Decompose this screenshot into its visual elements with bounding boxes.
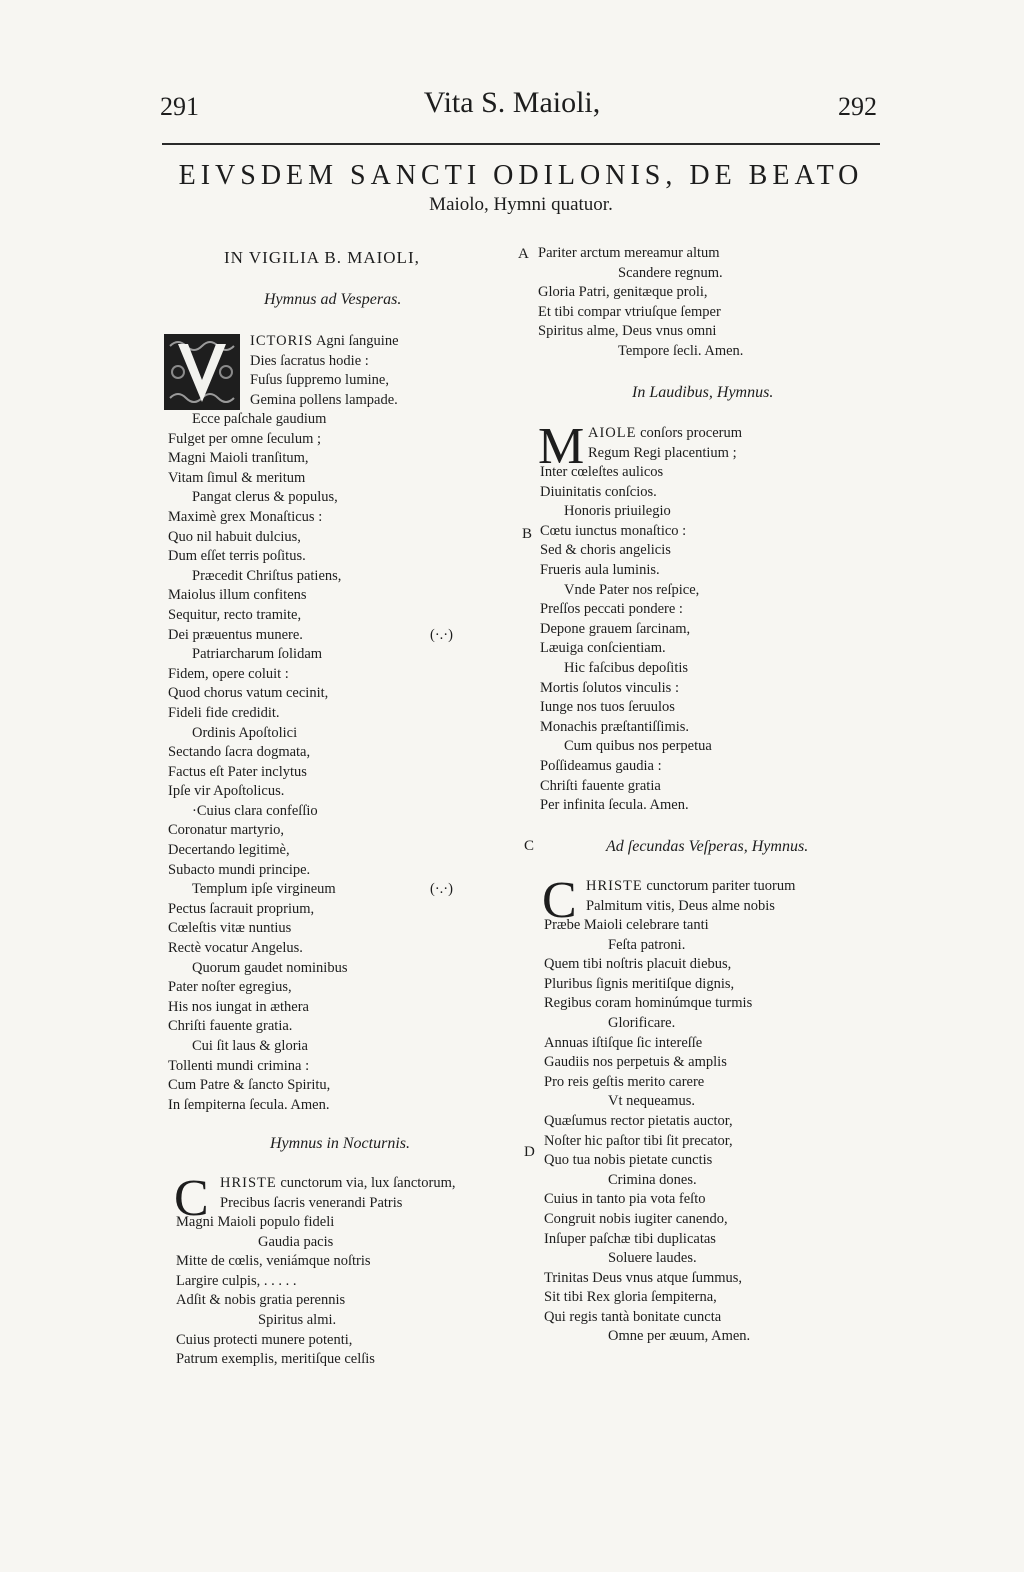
hymn2-first-word: HRISTE: [220, 1175, 277, 1191]
hymn3-line: Regum Regi placentium ;: [588, 444, 737, 461]
hymn1-title: Hymnus ad Vesperas.: [264, 291, 402, 308]
hymn1-line: Agni ſanguine: [313, 333, 399, 349]
hymn4-line: Crimina dones.: [608, 1171, 697, 1188]
hymn1-line: Fuſus ſuppremo lumine,: [250, 372, 389, 389]
margin-letter-c: C: [524, 838, 535, 854]
hymn3-line: Chriſti fauente gratia: [540, 777, 661, 794]
margin-letter-a: A: [518, 246, 529, 262]
hymn1-line: Patriarcharum ſolidam: [192, 646, 323, 663]
running-title: Vita S. Maioli,: [423, 86, 601, 119]
hymn1-line: Pectus ſacrauit proprium,: [168, 900, 315, 917]
hymn3-line: Diuinitatis conſcios.: [540, 483, 657, 500]
hymn1-line: Cœleſtis vitæ nuntius: [168, 920, 292, 937]
hymn1-line: Dum eſſet terris poſitus.: [168, 548, 306, 565]
hymn4-line: Præbe Maioli celebrare tanti: [544, 917, 709, 933]
hymn3-line: Cum quibus nos perpetua: [564, 738, 712, 755]
hymn4-line: Pluribus ſignis meritiſque dignis,: [544, 975, 735, 992]
hymn4-line: Qui regis tantà bonitate cuncta: [544, 1308, 722, 1325]
hymn1-line: Præcedit Chriſtus patiens,: [192, 567, 342, 584]
hymn1-line: Rectè vocatur Angelus.: [168, 940, 303, 957]
hymn4-line: Palmitum vitis, Deus alme nobis: [586, 897, 775, 914]
margin-letter-d: D: [524, 1144, 535, 1160]
hymn2-initial-block: [220, 1174, 456, 1213]
hymn1-line: Quo nil habuit dulcius,: [168, 528, 301, 545]
hymn3-line: Monachis præſtantiſſimis.: [540, 718, 690, 735]
hymn1-line: Sectando ſacra dogmata,: [168, 744, 311, 761]
hymn4-line: Gaudiis nos perpetuis & amplis: [544, 1054, 727, 1071]
hymn3-line: Læuiga conſcientiam.: [540, 640, 666, 657]
hymn2-cont-line: Gloria Patri, genitæque proli,: [538, 284, 708, 301]
hymn4-initial: C: [542, 872, 577, 929]
hymn1-line: Cui ſit laus & gloria: [192, 1038, 308, 1054]
hymn3-line: Preſſos peccati pondere :: [540, 601, 683, 618]
left-page-number: 291: [160, 92, 199, 121]
hymn1-line: Ecce paſchale gaudium: [192, 411, 327, 427]
hymn1-line: Quorum gaudet nominibus: [192, 959, 348, 976]
hymn2-cont-line: Spiritus alme, Deus vnus omni: [538, 323, 717, 340]
hymn2-initial: C: [174, 1170, 209, 1227]
hymn1-line: Pater noſter egregius,: [168, 979, 292, 996]
hymn3-line: conſors procerum: [636, 425, 742, 441]
header-rule: [162, 143, 880, 145]
hymn1-line: Dies ſacratus hodie :: [250, 352, 369, 369]
subtitle: Maiolo, Hymni quatuor.: [429, 194, 613, 215]
hymn1-line: Dei præuentus munere.: [168, 626, 303, 643]
hymn1-line: In ſempiterna ſecula. Amen.: [168, 1096, 330, 1113]
hymn1-line: Subacto mundi principe.: [168, 861, 311, 878]
hymn4-line: Quo tua nobis pietate cunctis: [544, 1152, 713, 1169]
hymn2-cont-line: Tempore ſecli. Amen.: [618, 342, 744, 359]
hymn1-line: Ipſe vir Apoſtolicus.: [168, 783, 285, 800]
hymn1-line: His nos iungat in æthera: [168, 998, 309, 1015]
hymn3-line: Per infinita ſecula. Amen.: [540, 797, 689, 814]
hymn4-line: Quæſumus rector pietatis auctor,: [544, 1112, 733, 1129]
hymn4-line: Sit tibi Rex gloria ſempiterna,: [544, 1289, 717, 1306]
hymn3-line: Poſſideamus gaudia :: [540, 757, 662, 774]
hymn2-cont-line: Pariter arctum mereamur altum: [538, 245, 720, 261]
hymn2-continuation: [538, 244, 743, 362]
marginal-mark: (·.·): [430, 627, 453, 643]
hymn3-line: Frueris aula luminis.: [540, 561, 660, 578]
hymn3-line: Inter cœleſtes aulicos: [540, 464, 664, 480]
hymn2-line: Adſit & nobis gratia perennis: [176, 1292, 346, 1309]
hymn1-line: Templum ipſe virgineum: [192, 881, 336, 898]
hymn4-line: Inſuper paſchæ tibi duplicatas: [544, 1230, 716, 1247]
hymn2-body: [176, 1213, 375, 1370]
hymn2-line: Spiritus almi.: [258, 1311, 337, 1328]
hymn2-title: Hymnus in Nocturnis.: [270, 1135, 410, 1152]
hymn1-line: Vitam ſimul & meritum: [168, 469, 306, 486]
hymn3-title: In Laudibus, Hymnus.: [632, 384, 774, 401]
right-page-number: 292: [838, 92, 877, 121]
hymn4-line: Omne per æuum, Amen.: [608, 1328, 751, 1345]
hymn1-line: Factus eſt Pater inclytus: [168, 763, 307, 780]
hymn4-line: Annuas iſtiſque ſic intereſſe: [544, 1034, 703, 1051]
main-title: EIVSDEM SANCTI ODILONIS, DE BEATO: [178, 160, 864, 191]
hymn3-line: Honoris priuilegio: [564, 503, 671, 520]
hymn1-line: Fulget per omne ſeculum ;: [168, 430, 322, 447]
hymn4-first-word: HRISTE: [586, 878, 643, 894]
hymn1-line: Decertando legitimè,: [168, 842, 290, 859]
hymn2-line: Precibus ſacris venerandi Patris: [220, 1194, 403, 1211]
marginal-mark: (·.·): [430, 881, 453, 897]
hymn1-line: Magni Maioli tranſitum,: [168, 450, 309, 467]
hymn1-initial-block: [250, 332, 399, 410]
vigil-heading: IN VIGILIA B. MAIOLI,: [224, 248, 420, 267]
hymn1-first-word: ICTORIS: [250, 333, 314, 349]
hymn3-initial: M: [538, 418, 585, 475]
hymn2-line: Largire culpis, . . . . .: [176, 1272, 297, 1289]
hymn1-line: Coronatur martyrio,: [168, 822, 284, 839]
hymn2-cont-line: Scandere regnum.: [618, 264, 723, 281]
hymn4-line: Regibus coram hominúmque turmis: [544, 995, 753, 1012]
hymn2-line: Magni Maioli populo fideli: [176, 1214, 335, 1230]
hymn1-line: Maximè grex Monaſticus :: [168, 508, 323, 525]
hymn4-line: Pro reis geſtis merito carere: [544, 1073, 705, 1090]
hymn4-line: Feſta patroni.: [608, 936, 686, 953]
hymn1-line: Ordinis Apoſtolici: [192, 724, 298, 741]
hymn1-line: Sequitur, recto tramite,: [168, 606, 302, 623]
hymn1-line: Chriſti fauente gratia.: [168, 1018, 293, 1035]
hymn4-body: [544, 916, 752, 1347]
hymn4-title: Ad ſecundas Veſperas, Hymnus.: [606, 838, 809, 855]
hymn1-body: [168, 410, 347, 1115]
margin-letter-b: B: [522, 526, 533, 542]
hymn3-line: Iunge nos tuos ſeruulos: [540, 699, 675, 716]
hymn4-line: Trinitas Deus vnus atque ſummus,: [544, 1269, 743, 1286]
hymn1-line: Tollenti mundi crimina :: [168, 1057, 310, 1074]
hymn4-line: Congruit nobis iugiter canendo,: [544, 1210, 728, 1227]
hymn3-initial-block: [588, 424, 742, 463]
hymn2-line: Cuius protecti munere potenti,: [176, 1331, 353, 1348]
hymn3-line: Cœtu iunctus monaſtico :: [540, 522, 687, 539]
hymn2-line: cunctorum via, lux ſanctorum,: [276, 1175, 456, 1191]
hymn3-line: Vnde Pater nos reſpice,: [564, 581, 700, 598]
hymn2-cont-line: Et tibi compar vtriuſque ſemper: [538, 303, 721, 320]
hymn1-line: Pangat clerus & populus,: [192, 489, 338, 506]
hymn3-line: Depone grauem ſarcinam,: [540, 620, 691, 637]
hymn3-line: Mortis ſolutos vinculis :: [540, 679, 679, 696]
hymn2-line: Patrum exemplis, meritiſque celſis: [176, 1351, 375, 1368]
hymn4-line: Noſter hic paſtor tibi ſit precator,: [544, 1132, 733, 1149]
hymn4-line: Soluere laudes.: [608, 1250, 697, 1267]
hymn1-line: Fideli fide credidit.: [168, 704, 280, 721]
hymn3-first-word: AIOLE: [588, 425, 637, 441]
hymn3-line: Sed & choris angelicis: [540, 542, 671, 559]
hymn4-line: Cuius in tanto pia vota feſto: [544, 1191, 706, 1208]
hymn1-line: Maiolus illum confitens: [168, 587, 307, 604]
hymn4-initial-block: [586, 877, 795, 916]
hymn3-body: [540, 463, 712, 816]
hymn4-line: Glorificare.: [608, 1014, 676, 1031]
hymn1-line: ·Cuius clara confeſſio: [192, 802, 318, 819]
hymn1-line: Quod chorus vatum cecinit,: [168, 685, 329, 702]
hymn3-line: Hic faſcibus depoſitis: [564, 659, 689, 676]
hymn1-line: Cum Patre & ſancto Spiritu,: [168, 1077, 331, 1094]
hymn2-line: Mitte de cœlis, veniámque noſtris: [176, 1253, 371, 1270]
hymn4-line: Quem tibi noſtris placuit diebus,: [544, 956, 732, 973]
hymn2-line: Gaudia pacis: [258, 1233, 334, 1250]
ornamental-initial-v: [164, 334, 240, 410]
hymn4-line: Vt nequeamus.: [608, 1093, 695, 1110]
hymn4-line: cunctorum pariter tuorum: [642, 878, 796, 894]
hymn1-line: Gemina pollens lampade.: [250, 391, 398, 408]
hymn1-line: Fidem, opere coluit :: [168, 665, 289, 682]
